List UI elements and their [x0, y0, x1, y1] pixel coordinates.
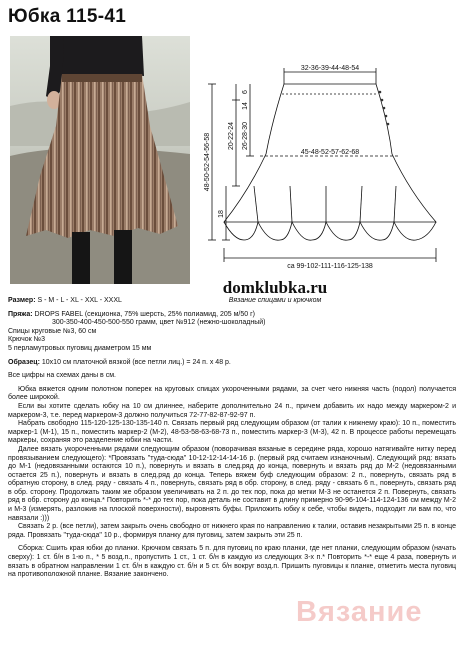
size-label: Размер: — [8, 297, 36, 304]
ruffle-height-label: 18 — [218, 210, 225, 218]
skirt-schematic — [196, 62, 458, 292]
paragraph-short-rows: Далее вязать укороченными рядами следующим образом (поворачивая вязаные в середине ряда, хорошо натягивайте нитку перед провязыванием следующего): *Провязать "туда-сюда" 10-12-12-14-14-16 р. (первый ряд считаем изнаночным). Следующий ряд: вязать до М-1 (недовязанными остаются 10 п.), повернуть и вязать в след.ряд до конца, повернуть и вязать ряд до М-2 (недовязанными остается 25 п.), повернуть и вязать в след.ряд до конца. Теперь вяжем буф следующим образом: 2 п., повернуть, связать ряд в обратную сторону, в след. ряду - связать 4 п., повернуть, связать ряд в обр. сторону, в след. ряду - связать 6 п., повернуть, связать ряд в обр. сторону. Продолжать таким же образом увеличивать на 2 п. до тех пор, пока до метки М-3 не останется 2 п. Повернуть, связать ряд в обр. сторону до конца.* Повторить *-* до тех пор, пока деталь не составит в длину примерно 90-96-104-114-124-136 см между М-2 и М-3 (измерять, разложив на плоской поверхности), выровнять буфы. Приложить юбку к себе, чтобы видеть, подходит ли вам по, что навязали :))) — [8, 445, 456, 522]
size-value: S - M - L - XL - XXL - XXXL — [37, 297, 122, 304]
mid-height-label: 20-22-24 — [228, 121, 235, 151]
mid-width-label: 45-48-52-57-62-68 — [300, 149, 360, 156]
top-width-label: 32-36-39-44-48-54 — [300, 65, 360, 72]
top-height-label-1: 6 — [242, 90, 249, 94]
skirt-photo-illustration — [10, 36, 190, 284]
skirt-photo — [10, 36, 190, 284]
paragraph-cast-on: Набрать свободно 115-120-125-130-135-140 п. Связать первый ряд следующим образом (от талии к нижнему краю): 10 п., поместить маркер-1 (M-1), 15 п., поместить маркер-2 (M-2), 48-53-58-63-68-73 п., поместить маркер-3 (M-3), 42 п. В процессе работы перемещать маркеры, сохраняя это разделение юбки на части. — [8, 420, 456, 445]
total-height-label: 48-50-52-54-56-58 — [204, 132, 211, 192]
paragraph-intro: Юбка вяжется одним полотном поперек на круговых спицах укороченными рядами, за счет чего нижняя часть (подол) получается более широкой. — [8, 385, 456, 402]
yarn-value-2: 300-350-400-450-500-550 грамм, цвет №912 (нежно-шоколадный) — [52, 319, 266, 327]
top-height-label-2: 14 — [242, 102, 249, 110]
hook-text: Крючок №3 — [8, 336, 46, 344]
button-marks — [379, 91, 390, 126]
bottom-width-label: ca 99-102-111-116-125-138 — [287, 263, 373, 270]
yarn-label: Пряжа: — [8, 310, 33, 318]
paragraph-assembly: Сборка: Сшить края юбки до планки. Крючком связать 5 п. для пуговиц по краю планки, где нет планки, следующим образом (начать сверху): 1 ст. б/н в 1-ю п., * 5 возд.п., пропустить 1 ст., 1 ст. б/н в каждую из следующих 3-х п.* Повторить *-* еще 4 раза, повернуть и вязать в обратном направлении 1 ст. б/н в каждую ст. б/н и 5 ст. б/н вокруг возд.п. Пришить пуговицы к планке, отметить места пуговиц на противоположной планке. Вязание закончено. — [8, 545, 456, 579]
yarn-value: DROPS FABEL (секционка, 75% шерсть, 25% полиамид, 205 м/50 г) — [34, 310, 255, 318]
page-title: Юбка 115-41 — [8, 6, 127, 27]
needles-text: Спицы круговые №3, 60 см — [8, 327, 97, 335]
brand-name: domklubka.ru — [222, 278, 328, 297]
pattern-info — [8, 297, 456, 580]
buttons-text: 5 перламутровых пуговиц диаметром 15 мм — [8, 344, 152, 352]
ruffles-edge — [224, 222, 436, 240]
schematic-drawing — [196, 62, 458, 292]
paragraph-bind-off: Связать 2 р. (все петли), затем закрыть очень свободно от нижнего края по направлению к талии, оставив незакрытыми 25 п. в конце ряда. Провязать "туда-сюда" 10 р., формируя планку для пуговиц, затем закрыть эти 25 п. — [8, 523, 456, 539]
units-note: Все цифры на схемах даны в см. — [8, 372, 116, 380]
mid-height-label-2: 26-28-30 — [242, 121, 249, 151]
gauge-value: 10x10 см платочной вязкой (все петли лиц.) = 24 п. х 48 р. — [41, 358, 231, 366]
gauge-label: Образец: — [8, 358, 40, 366]
paragraph-length: Если вы хотите сделать юбку на 10 см длиннее, наберите дополнительно 24 п., причем добавить их надо между маркером-2 и маркером-3, т.е. перед маркером-3 должно получиться 72-77-82-87-92-97 п. — [8, 402, 456, 419]
watermark-text: Вязание — [296, 596, 423, 628]
brand-tagline: Вязание спицами и крючком — [228, 297, 322, 304]
